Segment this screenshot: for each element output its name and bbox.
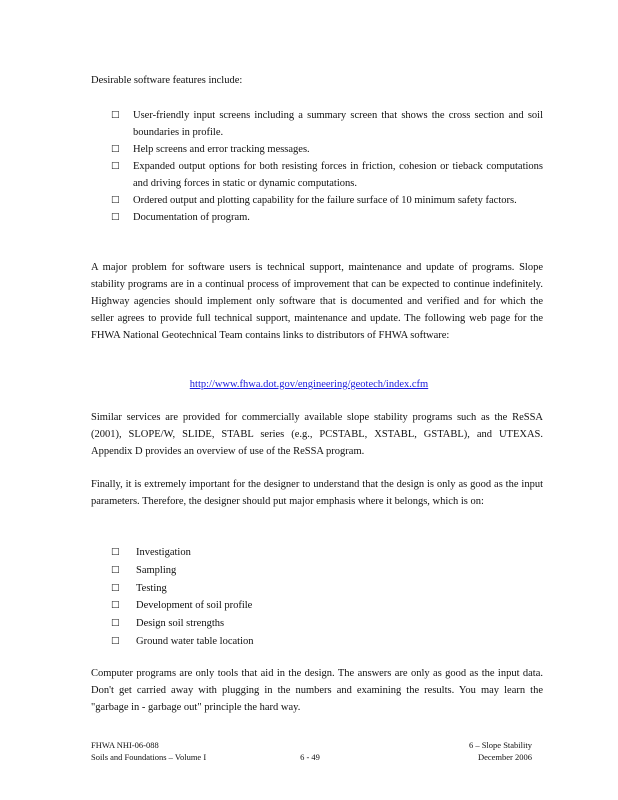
bullet-icon: □ [111,600,120,611]
link-container [0,376,618,393]
bullet-icon: □ [111,161,120,171]
list-item [111,562,411,580]
list-item-text: Ground water table location [136,635,254,647]
list-item-text: Help screens and error tracking messages. [133,144,310,155]
list-item [111,633,411,651]
list-item-text: Investigation [136,547,191,558]
list-item-text: User-friendly input screens including a summary screen that shows the cross section and soil boundaries in profile. [133,110,543,138]
bullet-icon: □ [111,547,120,557]
software-support-paragraph: A major problem for software users is technical support, maintenance and update of programs. Slope stability programs are in a continual process of improvement that can be expected to continue indefinitely. Highway agencies should implement only software that is documented and verified and for which the seller agrees to provide full technical support, maintenance and update. The following web page for the FHWA National Geotechnical Team contains links to distributors of FHWA software: [91,262,543,341]
list-item-text: Development of soil profile [136,600,253,612]
list-item-text: Sampling [136,564,177,576]
list-item [111,597,411,615]
emphasis-list [111,544,411,651]
list-item [111,158,543,192]
list-item-text: Ordered output and plotting capability for the failure surface of 10 minimum safety factors. [133,195,517,206]
bullet-icon: □ [111,195,120,205]
list-item [111,580,411,598]
features-intro: Desirable software features include: [91,75,243,86]
list-item-text: Documentation of program. [133,212,250,223]
computer-programs-paragraph: Computer programs are only tools that aid in the design. The answers are only as good as the input data. Don't get carried away with plugging in the numbers and examining the results. You may learn the "garbage in - garbage out" principle the hard way. [91,668,543,713]
fhwa-geotech-link[interactable]: http://www.fhwa.dot.gov/engineering/geotech/index.cfm [189,379,429,390]
list-item [111,615,411,633]
list-item-text: Design soil strengths [136,618,225,630]
list-item [111,544,411,562]
list-item [111,141,543,158]
bullet-icon: □ [111,144,120,154]
input-parameters-paragraph: Finally, it is extremely important for the designer to understand that the design is only as good as the input parameters. Therefore, the designer should put major emphasis where it belongs, which is on: [91,479,543,507]
bullet-icon: □ [111,582,120,593]
bullet-icon: □ [111,618,120,629]
footer-date: December 2006 [477,752,532,762]
list-item [111,209,543,226]
features-list [111,107,543,226]
footer-volume-title: Soils and Foundations – Volume I [91,752,207,762]
bullet-icon: □ [111,110,120,120]
footer-chapter-title: 6 – Slope Stability [468,740,532,750]
bullet-icon: □ [111,564,120,575]
list-item [111,192,543,209]
list-item-text: Testing [136,582,167,594]
footer-report-number: FHWA NHI-06-088 [91,740,159,750]
bullet-icon: □ [111,635,120,646]
list-item [111,107,543,141]
footer-right [420,739,532,763]
footer-page-number: 6 - 49 [300,752,320,762]
list-item-text: Expanded output options for both resisting forces in friction, cohesion or tieback computations and driving forces in static or dynamic computations. [133,161,543,189]
commercial-programs-paragraph: Similar services are provided for commercially available slope stability programs such as the ReSSA (2001), SLOPE/W, SLIDE, STABL series (e.g., PCSTABL, XSTABL, GSTABL), and UTEXAS. Appendix D provides an overview of use of the ReSSA program. [91,412,543,457]
bullet-icon: □ [111,212,120,222]
